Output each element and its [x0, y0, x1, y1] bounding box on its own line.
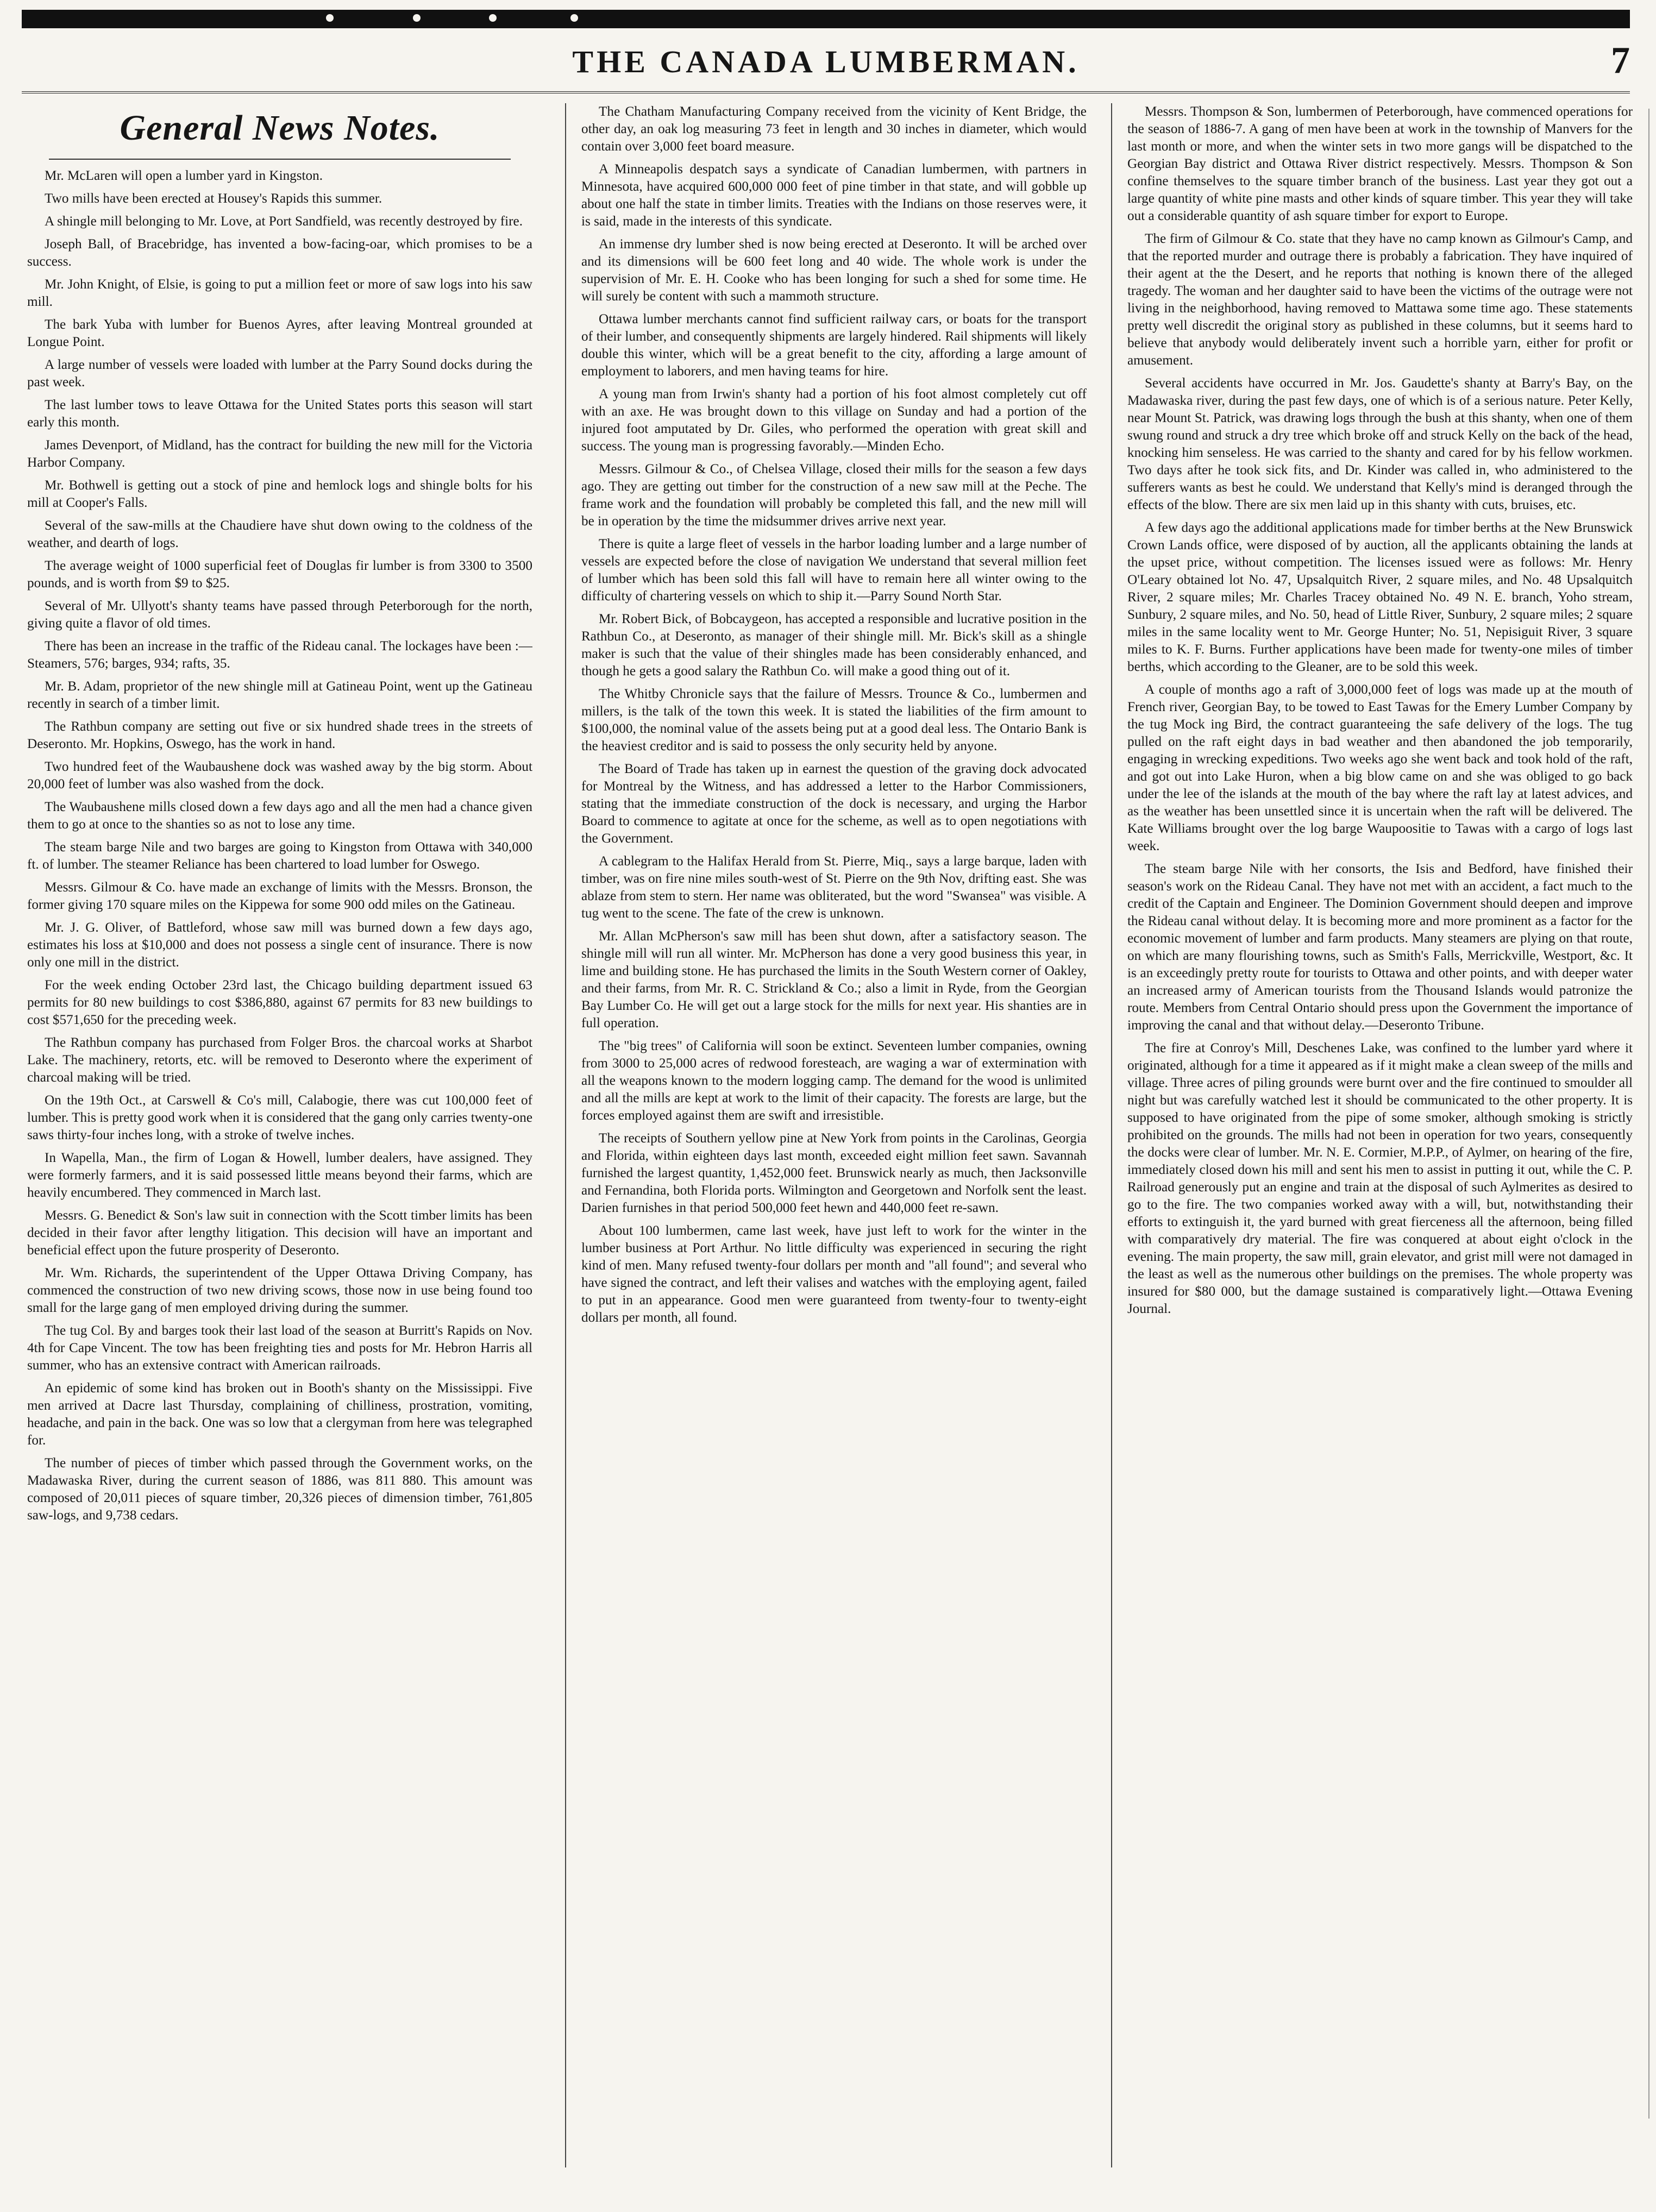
- news-paragraph: A few days ago the additional applications made for timber berths at the New Brunswick Crown Lands office, were disposed of by auction, all the applicants obtaining the lands at the upset price, without competition. The licenses issued were as follows: Mr. Henry O'Leary obtained lot No. 47, Upsalquitch River, 2 square miles, and No. 48 Upsalquitch River, 2 square miles; Mr. Charles Tracey obtained No. 49 N. E. branch, Yoho stream, Sunbury, 2 square miles, and No. 50, head of Little River, Sunbury, 2 square miles; 2 square miles in the same locality went to Mr. George Hunter; No. 51, Nepisiguit River, 3 square miles to K. F. Burns. Further applications have been made for twenty-one miles of timber berths, which according to the Gleaner, are to be sold this week.: [1127, 520, 1633, 674]
- section-rule: [49, 159, 511, 160]
- news-paragraph: Mr. B. Adam, proprietor of the new shingle mill at Gatineau Point, went up the Gatineau recently in search of a timber limit.: [27, 678, 532, 711]
- news-paragraph: Mr. McLaren will open a lumber yard in Kingston.: [45, 168, 323, 183]
- masthead-bar: [22, 10, 1630, 28]
- news-paragraph: Mr. Robert Bick, of Bobcaygeon, has accepted a responsible and lucrative position in the Rathbun Co., at Deseronto, as manager of their shingle mill. Mr. Bick's skill as a shingle maker is such that the value of their shingles made has been considerably enhanced, and though he gets a good salary the Rathbun Co. will make a good thing out of it.: [581, 612, 1087, 678]
- news-paragraph: Mr. Wm. Richards, the superintendent of the Upper Ottawa Driving Company, has commenced the construction of two new driving scows, those now in use being found too small for the large gang of men employed driving during the summer.: [27, 1265, 532, 1315]
- news-paragraph: The Board of Trade has taken up in earnest the question of the graving dock advocated for Montreal by the Witness, and has addressed a letter to the Harbor Commissioners, stating that the immediate construction of the dock is necessary, and urging the Harbor Board to commence to agitate at once for the scheme, as well as to open negotiations with the Government.: [581, 762, 1087, 846]
- column-2: [581, 103, 1087, 2189]
- news-paragraph: Mr. J. G. Oliver, of Battleford, whose saw mill was burned down a few days ago, estimates his loss at $10,000 and does not possess a single cent of insurance. There is now only one mill in the district.: [27, 920, 532, 970]
- news-paragraph: There has been an increase in the traffic of the Rideau canal. The lockages have been :—Steamers, 576; barges, 934; rafts, 35.: [27, 638, 532, 671]
- news-paragraph: Messrs. Gilmour & Co. have made an exchange of limits with the Messrs. Bronson, the former giving 170 square miles on the Kippewa for some 900 odd miles on the Gatineau.: [27, 879, 532, 912]
- news-paragraph: The bark Yuba with lumber for Buenos Ayres, after leaving Montreal grounded at Longue Point.: [27, 317, 532, 349]
- news-paragraph: The steam barge Nile with her consorts, the Isis and Bedford, have finished their season's work on the Rideau Canal. They have not met with an accident, a fact much to the credit of the Captain and Engineer. The Dominion Government should deepen and improve the Rideau canal without delay. It is becoming more and more prominent as a factor for the economic movement of lumber and farm products. Many steamers are plying on that route, on which are many flourishing towns, such as Smith's Falls, Merrickville, Westport, &c. It is an exceedingly pretty route for tourists to Ottawa and other points, and with deeper water an increased army of American tourists from the Thousand Islands would patronize the route. Members from Central Ontario should press upon the Government the importance of improving the canal and that without delay.—Deseronto Tribune.: [1127, 862, 1633, 1033]
- news-paragraph: A large number of vessels were loaded with lumber at the Parry Sound docks during the past week.: [27, 357, 532, 389]
- news-paragraph: The Chatham Manufacturing Company received from the vicinity of Kent Bridge, the other day, an oak log measuring 73 feet in length and 30 inches in diameter, which would contain over 3,000 feet board measure.: [581, 104, 1087, 154]
- news-paragraph: Several of Mr. Ullyott's shanty teams have passed through Peterborough for the north, giving quite a flavor of old times.: [27, 598, 532, 631]
- news-paragraph: The Rathbun company are setting out five or six hundred shade trees in the streets of Deseronto. Mr. Hopkins, Oswego, has the work in hand.: [27, 719, 532, 751]
- news-paragraph: James Devenport, of Midland, has the contract for building the new mill for the Victoria Harbor Company.: [27, 437, 532, 470]
- news-paragraph: The "big trees" of California will soon be extinct. Seventeen lumber companies, owning from 3000 to 25,000 acres of redwood foresteach, are waging a war of extermination with all the weapons known to the modern logging camp. The demand for the wood is unlimited and all the mills are kept at work to the limit of their capacity. The forests are large, but the forces employed against them are swift and irresistible.: [581, 1039, 1087, 1123]
- news-paragraph: An epidemic of some kind has broken out in Booth's shanty on the Mississippi. Five men arrived at Dacre last Thursday, complaining of chilliness, prostration, vomiting, headache, and pain in the back. One was so low that a clergyman from here was telegraphed for.: [27, 1380, 532, 1448]
- news-paragraph: The tug Col. By and barges took their last load of the season at Burritt's Rapids on Nov. 4th for Cape Vincent. The tow has been freighting ties and posts for Mr. Hebron Harris all summer, who has an extensive contract with American railroads.: [27, 1323, 532, 1373]
- news-paragraph: The firm of Gilmour & Co. state that they have no camp known as Gilmour's Camp, and that the reported murder and outrage there is probably a fabrication. They have inquired of their agent at the the Desert, and he reports that nothing is known there of the alleged tragedy. The woman and her daughter said to have been the victims of the outrage were not living in the neighborhood, having removed to Mattawa some time ago. These statements pretty well discredit the original story as published in these columns, but it seems hard to believe that anybody would deliberately invent such a horrible yarn, either for profit or amusement.: [1127, 231, 1633, 368]
- news-paragraph: The number of pieces of timber which passed through the Government works, on the Madawaska River, during the current season of 1886, was 811 880. This amount was composed of 20,011 pieces of square timber, 20,326 pieces of dimension timber, 761,805 saw-logs, and 9,738 cedars.: [27, 1455, 532, 1523]
- news-paragraph: Mr. Allan McPherson's saw mill has been shut down, after a satisfactory season. The shingle mill will run all winter. Mr. McPherson has done a very good business this year, in lime and building stone. He has purchased the limits in the South Western corner of Oakley, and their farms, from Mr. R. C. Strickland & Co.; also a limit in Ryde, from the Georgian Bay Lumber Co. He will get out a large stock for the mills for next year. His shanties are in full operation.: [581, 929, 1087, 1030]
- news-paragraph: The last lumber tows to leave Ottawa for the United States ports this season will start early this month.: [27, 397, 532, 430]
- news-paragraph: The fire at Conroy's Mill, Deschenes Lake, was confined to the lumber yard where it originated, although for a time it appeared as if it might make a clean sweep of the mills and village. Three acres of piling grounds were burnt over and the fire continued to smoulder all night but was carefully watched lest it should be communicated to the other property. It is supposed to have originated from the pipe of some smoker, although smoking is strictly prohibited on the grounds. The mills had not been in operation for two years, consequently the docks were clear of lumber. Mr. N. E. Cormier, M.P.P., of Aylmer, on hearing of the fire, immediately closed down his mill and sent his men to assist in putting it out, while the C. P. Railroad generously put an engine and train at the disposal of such Aylmerites as desired to go to the fire. The two companies worked away with a will, but, notwithstanding their efforts to extinguish it, the yard burned with great fierceness all the afternoon, being filled with comparatively dry material. The fire was conquered at about eight o'clock in the evening. The main property, the saw mill, grain elevator, and grist mill were not damaged in the least as well as the numerous other buildings on the premises. The whole property was insured for $80 000, but the damage sustained is comparatively light.—Ottawa Evening Journal.: [1127, 1041, 1633, 1316]
- news-paragraph: An immense dry lumber shed is now being erected at Deseronto. It will be arched over and its dimensions will be 600 feet long and 40 wide. The whole work is under the supervision of Mr. E. H. Cooke who has been longing for such a shed for some time. He will surely be content with such a mammoth structure.: [581, 237, 1087, 304]
- column-2-paragraphs: [581, 103, 1087, 1327]
- news-paragraph: Two hundred feet of the Waubaushene dock was washed away by the big storm. About 20,000 feet of lumber was also washed from the dock.: [27, 759, 532, 791]
- news-paragraph: The steam barge Nile and two barges are going to Kingston from Ottawa with 340,000 ft. of lumber. The steamer Reliance has been chartered to load lumber for Oswego.: [27, 839, 532, 872]
- news-paragraph: Several of the saw-mills at the Chaudiere have shut down owing to the coldness of the weather, and dearth of logs.: [27, 518, 532, 550]
- column-3-paragraphs: [1127, 103, 1633, 1318]
- news-paragraph: Mr. John Knight, of Elsie, is going to put a million feet or more of saw logs into his saw mill.: [27, 276, 532, 309]
- column-3: [1127, 103, 1633, 2189]
- page-edge: [1648, 109, 1653, 2119]
- column-1: [27, 103, 532, 2189]
- news-paragraph: Several accidents have occurred in Mr. Jos. Gaudette's shanty at Barry's Bay, on the Madawaska river, during the past few days, one of which is of a serious nature. Peter Kelly, near Mount St. Patrick, was drawing logs through the bush at this shanty, when one of them swung round and struck a dry tree which broke off and struck Kelly on the back of the head, knocking him senseless. He was carried to the shanty and cared for by his fellow workmen. Two days after he took sick fits, and Dr. Kinder was called in, who administered to the sufferers wants as best he could. We understand that Kelly's mind is deranged through the effects of the blow. There are six men laid up in this shanty with cuts, bruises, etc.: [1127, 376, 1633, 512]
- news-paragraph: In Wapella, Man., the firm of Logan & Howell, lumber dealers, have assigned. They were formerly farmers, and it is said possessed little means beyond their farms, which are heavily encumbered. They commenced in March last.: [27, 1150, 532, 1200]
- column-divider: [1111, 103, 1112, 2167]
- news-paragraph: The receipts of Southern yellow pine at New York from points in the Carolinas, Georgia and Florida, within eighteen days last month, exceeded eight million feet sawn. Savannah furnished the largest quantity, 1,452,000 feet. Brunswick nearly as much, then Jacksonville and Fernandina, both Florida ports. Wilmington and Georgetown and Norfolk sent the least. Darien furnishes in that period 500,000 feet hewn and 440,000 feet re-sawn.: [581, 1131, 1087, 1215]
- column-divider: [565, 103, 566, 2167]
- newspaper-title: THE CANADA LUMBERMAN.: [572, 44, 1080, 79]
- news-paragraph: For the week ending October 23rd last, the Chicago building department issued 63 permits for 80 new buildings to cost $386,880, against 67 permits for 83 new buildings to cost $571,650 for the preceding week.: [27, 977, 532, 1027]
- page-number: 7: [1611, 40, 1630, 81]
- masthead-rule: [22, 91, 1630, 93]
- news-paragraph: The Waubaushene mills closed down a few days ago and all the men had a chance given them to go at once to the shanties so as not to lose any time.: [27, 799, 532, 832]
- news-paragraph: A shingle mill belonging to Mr. Love, at Port Sandfield, was recently destroyed by fire.: [45, 213, 523, 229]
- news-paragraph: Joseph Ball, of Bracebridge, has invented a bow-facing-oar, which promises to be a success.: [27, 236, 532, 269]
- news-paragraph: On the 19th Oct., at Carswell & Co's mill, Calabogie, there was cut 100,000 feet of lumber. This is pretty good work when it is considered that the gang only carries twenty-one saws thirty-four inches long, with a stroke of twelve inches.: [27, 1092, 532, 1142]
- news-paragraph: There is quite a large fleet of vessels in the harbor loading lumber and a large number of vessels are expected before the close of navigation We understand that several million feet of lumber which has been sold this fall will have to remain here all winter owing to the difficulty of chartering vessels on which to ship it.—Parry Sound North Star.: [581, 537, 1087, 604]
- news-paragraph: Messrs. Gilmour & Co., of Chelsea Village, closed their mills for the season a few days ago. They are getting out timber for the construction of a new saw mill at the Peche. The frame work and the foundation will probably be completed this fall, and the new mill will be in operation by the time the midsummer drives arrive next year.: [581, 462, 1087, 529]
- news-paragraph: Messrs. Thompson & Son, lumbermen of Peterborough, have commenced operations for the season of 1886-7. A gang of men have been at work in the township of Manvers for the last month or more, and when the winter sets in two more gangs will be dispatched to the Georgian Bay district and Ottawa River district respectively. Messrs. Thompson & Son confine themselves to the square timber branch of the business. Last year they got out a large quantity of white pine masts and other kinds of square timber. This year they will take out a considerable quantity of ash square timber for export to Europe.: [1127, 104, 1633, 223]
- news-paragraph: The Whitby Chronicle says that the failure of Messrs. Trounce & Co., lumbermen and millers, is the talk of the town this week. It is stated the liabilities of the firm amount to $100,000, the nominal value of the assets being put at a good deal less. The Ontario Bank is the heaviest creditor and is said to possess the only security held by anyone.: [581, 687, 1087, 753]
- masthead-bar-notch: [413, 14, 421, 22]
- masthead-bar-notch: [326, 14, 334, 22]
- masthead-bar-notch: [570, 14, 578, 22]
- masthead-bar-notch: [489, 14, 497, 22]
- masthead: [22, 39, 1630, 88]
- news-paragraph: The average weight of 1000 superficial feet of Douglas fir lumber is from 3300 to 3500 pounds, and is worth from $9 to $25.: [27, 558, 532, 590]
- section-heading: General News Notes.: [120, 108, 440, 148]
- news-paragraph: Two mills have been erected at Housey's Rapids this summer.: [45, 191, 382, 206]
- news-paragraph: A Minneapolis despatch says a syndicate of Canadian lumbermen, with partners in Minnesota, have acquired 600,000 000 feet of pine timber in that state, and will gobble up about one half the state in timber limits. Treaties with the Indians on those reserves were, it is said, made in the interests of this syndicate.: [581, 162, 1087, 229]
- news-paragraph: Messrs. G. Benedict & Son's law suit in connection with the Scott timber limits has been decided in their favor after lengthy litigation. This decision will have an important and beneficial effect upon the future prosperity of Deseronto.: [27, 1208, 532, 1258]
- news-paragraph: A cablegram to the Halifax Herald from St. Pierre, Miq., says a large barque, laden with timber, was on fire nine miles south-west of St. Pierre on the 9th Nov, drifting east. She was ablaze from stem to stern. Her name was obliterated, but the word "Swansea" was visible. A tug went to the scene. The fate of the crew is unknown.: [581, 854, 1087, 921]
- news-paragraph: About 100 lumbermen, came last week, have just left to work for the winter in the lumber business at Port Arthur. No little difficulty was experienced in securing the right kind of men. Many refused twenty-four dollars per month and "all found"; and several who have signed the contract, and left their valises and watches with the employing agent, failed to put in an appearance. Good men were guaranteed from twenty-four to twenty-eight dollars per month, all found.: [581, 1223, 1087, 1325]
- news-paragraph: A couple of months ago a raft of 3,000,000 feet of logs was made up at the mouth of French river, Georgian Bay, to be towed to East Tawas for the Emery Lumber Company by the tug Mock ing Bird, the contract guaranteeing the safe delivery of the logs. The tug pulled on the raft eight days in bad weather and then abandoned the job temporarily, engaging in wrecking expeditions. Two weeks ago she went back and took hold of the raft, and got out into Lake Huron, when a big blow came on and she was obliged to go back under the lee of the islands at the mouth of the bay where the raft lay at latest advices, and as the weather has been unsettled since it is uncertain when the raft will be delivered. The Kate Williams brought over the log barge Waupoositie to Tawas with a cargo of logs last week.: [1127, 682, 1633, 853]
- column-1-paragraphs: [27, 167, 532, 1524]
- news-paragraph: Mr. Bothwell is getting out a stock of pine and hemlock logs and shingle bolts for his mill at Cooper's Falls.: [27, 477, 532, 510]
- news-paragraph: Ottawa lumber merchants cannot find sufficient railway cars, or boats for the transport of their lumber, and consequently shipments are largely hindered. Rail shipments will likely double this winter, which will be a great benefit to the city, affording a large amount of employment to laborers, and men having teams for hire.: [581, 312, 1087, 379]
- news-paragraph: The Rathbun company has purchased from Folger Bros. the charcoal works at Sharbot Lake. The machinery, retorts, etc. will be removed to Deseronto where the experiment of charcoal making will be tried.: [27, 1035, 532, 1085]
- news-paragraph: A young man from Irwin's shanty had a portion of his foot almost completely cut off with an axe. He was brought down to this village on Sunday and had a portion of the injured foot amputated by Dr. Giles, who performed the operation with great skill and success. The young man is progressing favorably.—Minden Echo.: [581, 387, 1087, 454]
